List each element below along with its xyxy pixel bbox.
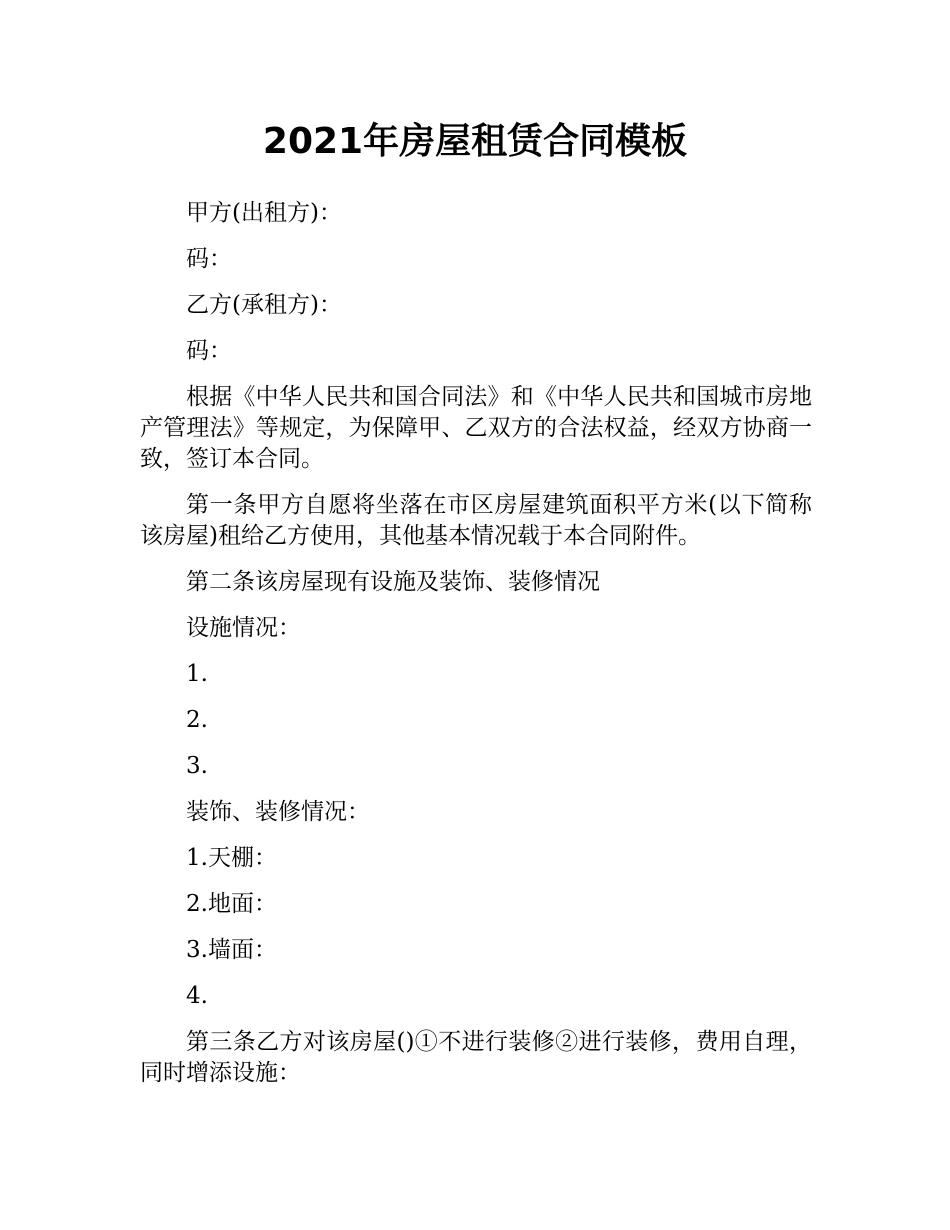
decoration-heading: 装饰、装修情况： [186, 799, 370, 825]
party-b-line: 乙方(承租方)： [186, 292, 342, 318]
party-a-line: 甲方(出租方)： [186, 200, 342, 226]
decoration-item-wall: 3.墙面： [186, 937, 277, 963]
decoration-item-ceiling: 1.天棚： [186, 845, 277, 871]
facility-item-2: 2. [186, 707, 208, 733]
article-3-paragraph: 第三条乙方对该房屋()①不进行装修②进行装修，费用自理，同时增添设施： [140, 1029, 812, 1086]
facilities-heading: 设施情况： [186, 615, 301, 641]
document-body [140, 198, 812, 1104]
facility-item-3: 3. [186, 753, 208, 779]
document-title: 2021年房屋租赁合同模板 [262, 121, 688, 162]
article-2-heading: 第二条该房屋现有设施及装饰、装修情况 [186, 569, 600, 595]
decoration-item-floor: 2.地面： [186, 891, 277, 917]
party-b-code-line: 码： [186, 338, 232, 364]
decoration-item-4: 4. [186, 983, 208, 1009]
article-1-paragraph: 第一条甲方自愿将坐落在市区房屋建筑面积平方米(以下简称该房屋)租给乙方使用，其他基本情况载于本合同附件。 [140, 492, 812, 549]
preamble-paragraph: 根据《中华人民共和国合同法》和《中华人民共和国城市房地产管理法》等规定，为保障甲、乙双方的合法权益，经双方协商一致，签订本合同。 [140, 384, 812, 472]
facility-item-1: 1. [186, 661, 208, 687]
party-a-code-line: 码： [186, 246, 232, 272]
